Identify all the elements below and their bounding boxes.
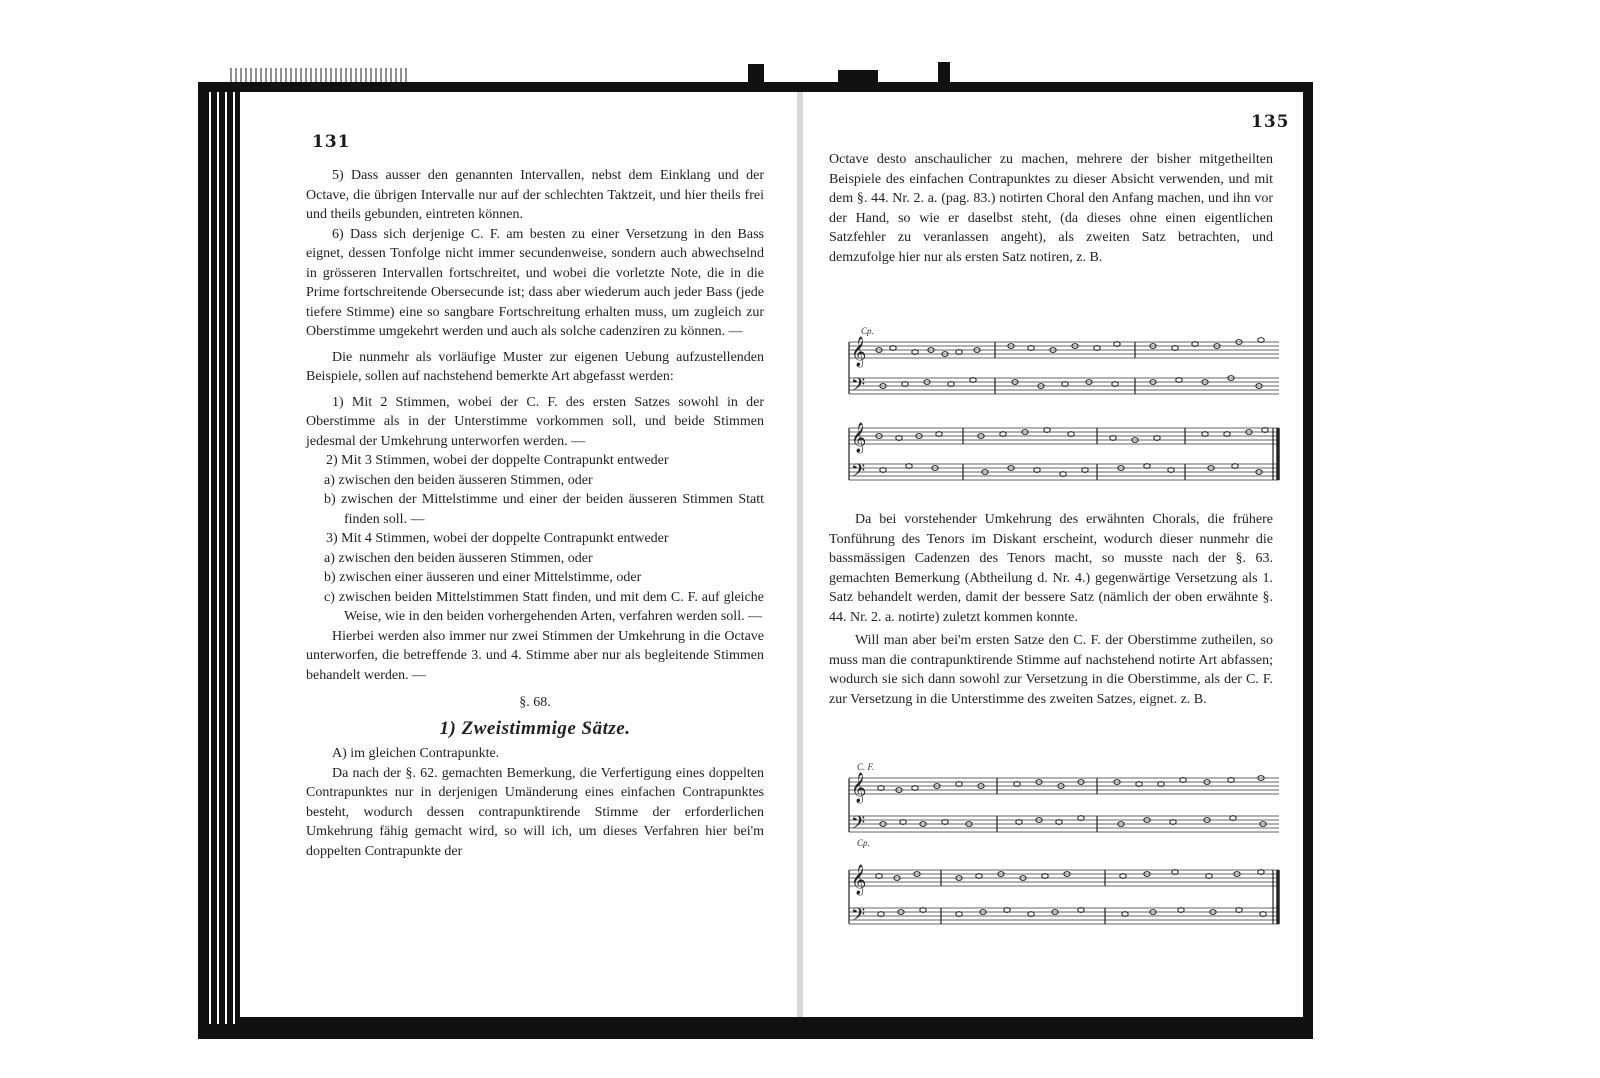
left-page [240, 92, 798, 1017]
page-number: 135 [1251, 112, 1290, 132]
svg-text:𝄞: 𝄞 [851, 423, 867, 453]
right-page [803, 92, 1303, 1017]
list-item: 3) Mit 4 Stimmen, wobei der doppelte Contrapunkt entweder [326, 531, 669, 546]
list-subitem: a) zwischen den beiden äusseren Stimmen, oder [324, 550, 593, 566]
voice-label: Cp. [861, 326, 874, 336]
paragraph: 6) Dass sich derjenige C. F. am besten zu einer Versetzung in den Bass eignet, dessen Tonfolge nicht immer secundenweise, sondern auch abwechselnd in grösseren Intervallen fortschreitet, und wobei die vorletzte Note, die in die Prime fortschreitende Obersecunde ist; dass aber wiederum auch jeder Bass (jede tiefere Stimme) eine so sangbare Fortschreitung erhalten muss, um zugleich zur Oberstimme umgekehrt werden und auch als solche cadenziren zu können. — [306, 226, 764, 339]
voice-label: C. F. [857, 762, 875, 772]
subheading: A) im gleichen Contrapunkte. [332, 746, 500, 761]
page-number: 131 [312, 132, 351, 152]
list-item: 2) Mit 3 Stimmen, wobei der doppelte Contrapunkt entweder [326, 453, 669, 468]
paragraph: Da bei vorstehender Umkehrung des erwähnten Chorals, die frühere Tonführung des Tenors im Diskant erscheint, wodurch dieser nunmehr die bassmässigen Cadenzen des Tenors macht, so musste nach der §. 63. gemachten Bemerkung (Abtheilung d. Nr. 4.) gegenwärtige Versetzung als 1. Satz behandelt werden, damit der bessere Satz (nämlich der oben erwähnte §. 44. Nr. 2. a. notirte) zuletzt kommen konnte. [829, 512, 1273, 625]
music-example-1 [835, 324, 1285, 504]
note-heads [876, 776, 1266, 917]
music-example-2 [835, 760, 1285, 936]
right-page-text-top [829, 150, 1273, 267]
svg-text:𝄞: 𝄞 [851, 337, 867, 367]
left-page-text [306, 166, 764, 861]
svg-text:𝄞: 𝄞 [851, 773, 867, 803]
list-subitem: b) zwischen der Mittelstimme und einer der beiden äusseren Stimmen Statt finden soll. — [324, 492, 764, 527]
paragraph: Octave desto anschaulicher zu machen, mehrere der bisher mitgetheilten Beispiele des einfachen Contrapunktes zu dieser Absicht verwenden, und mit dem §. 44. Nr. 2. a. (pag. 83.) notirten Choral den Anfang machen, und ihn vor der Hand, so wie er daselbst steht, (da dieses ohne einen eigentlichen Satzfehler zu veranlassen angeht), als zweiten Satz betrachten, und demzufolge hier nur als ersten Satz notiren, z. B. [829, 152, 1273, 265]
right-page-text-middle [829, 510, 1273, 709]
section-number: §. 68. [519, 695, 551, 710]
list-subitem: b) zwischen einer äusseren und einer Mittelstimme, oder [324, 570, 642, 585]
paragraph: 5) Dass ausser den genannten Intervallen, nebst dem Einklang und der Octave, die übrigen Intervalle nur auf der schlechten Taktzeit, und hier theils frei und theils gebunden, eintreten können. [306, 168, 764, 222]
paragraph: Da nach der §. 62. gemachten Bemerkung, die Verfertigung eines doppelten Contrapunktes nur in derjenigen Umänderung eines einfachen Contrapunktes besteht, wodurch dessen contrapunktirende Stimme der erforderlichen Umkehrung fähig gemacht wird, so will ich, um dieses Verfahren hier bei'm doppelten Contrapunkte der [306, 765, 764, 859]
svg-text:𝄢: 𝄢 [851, 813, 866, 838]
svg-text:𝄢: 𝄢 [851, 905, 866, 930]
list-subitem: a) zwischen den beiden äusseren Stimmen, oder [324, 472, 593, 488]
list-item: 1) Mit 2 Stimmen, wobei der C. F. des ersten Satzes sowohl in der Oberstimme als in der Unterstimme vorkommen soll, und beide Stimmen jedesmal der Umkehrung unterworfen werden. — [306, 394, 764, 449]
note-heads [876, 338, 1268, 477]
paragraph: Will man aber bei'm ersten Satze den C. F. der Oberstimme zutheilen, so muss man die contrapunktirende Stimme auf nachstehend notirte Art abfassen; wodurch sie sich dann sowohl zur Versetzung in die Oberstimme, als der C. F. zur Versetzung in die Unterstimme des zweiten Satzes, eignet. z. B. [829, 633, 1273, 707]
svg-text:𝄞: 𝄞 [851, 865, 867, 895]
voice-label: Cp. [857, 838, 870, 848]
music-score [835, 324, 1285, 504]
list-subitem: c) zwischen beiden Mittelstimmen Statt finden, und mit dem C. F. auf gleiche Weise, wie in den beiden vorhergehenden Arten, verfahren werden soll. — [324, 589, 764, 624]
svg-text:𝄢: 𝄢 [851, 461, 866, 486]
svg-text:𝄢: 𝄢 [851, 375, 866, 400]
book-edge [206, 92, 240, 1024]
paragraph: Hierbei werden also immer nur zwei Stimmen der Umkehrung in die Octave unterworfen, die betreffende 3. und 4. Stimme aber nur als begleitende Stimmen behandelt werden. — [306, 628, 764, 683]
paragraph: Die nunmehr als vorläufige Muster zur eigenen Uebung aufzustellenden Beispiele, sollen auf nachstehend bemerkte Art abgefasst werden: [306, 349, 764, 384]
section-heading: 1) Zweistimmige Sätze. [439, 717, 631, 739]
music-score [835, 760, 1285, 936]
